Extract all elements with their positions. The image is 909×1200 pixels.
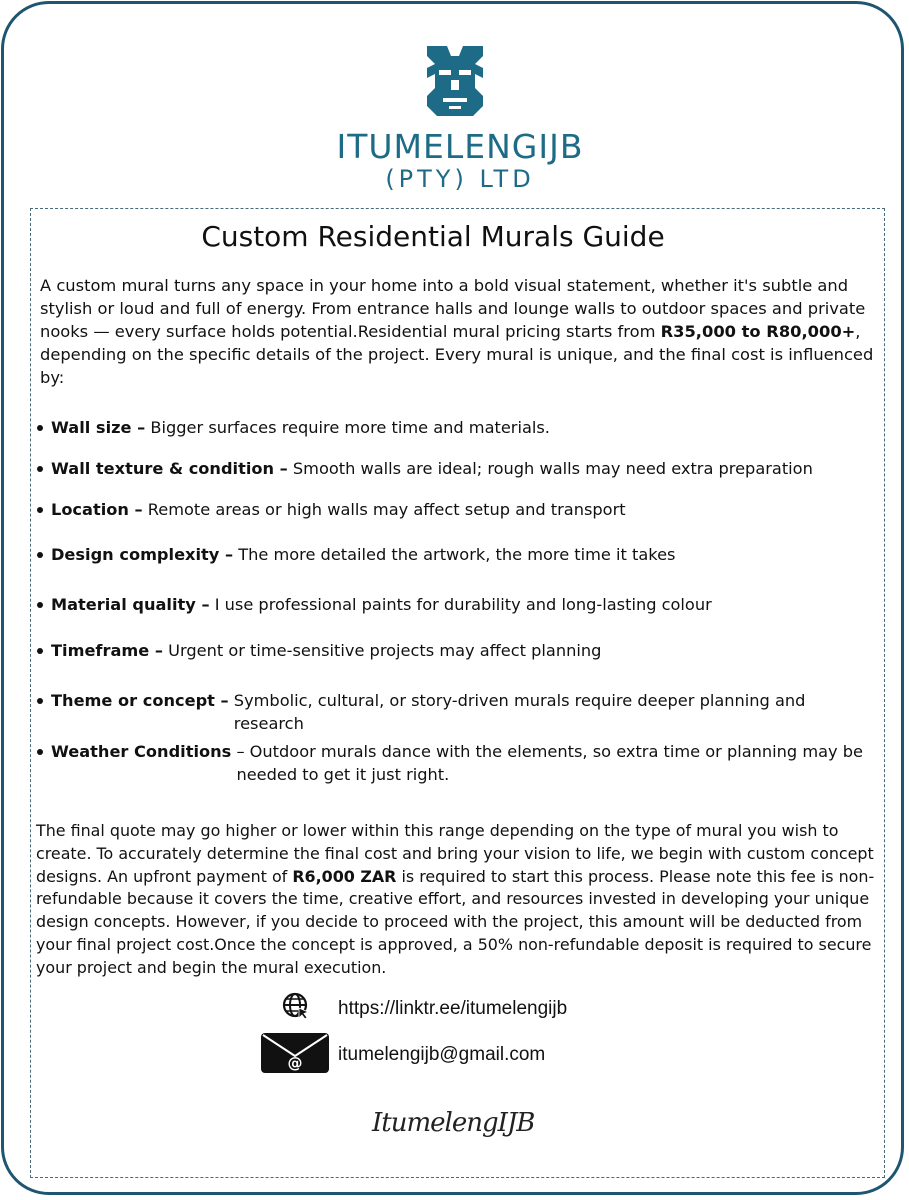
signature: ItumelengIJB: [372, 1108, 535, 1138]
list-item: Theme or concept – Symbolic, cultural, or story-driven murals require deeper planning and research: [36, 689, 886, 735]
email-link[interactable]: itumelengijb@gmail.com: [338, 1044, 546, 1065]
list-item: Wall texture & condition – Smooth walls are ideal; rough walls may need extra preparation: [36, 457, 886, 480]
brand-logo: [300, 128, 620, 192]
list-item: Weather Conditions – Outdoor murals dance with the elements, so extra time or planning may be needed to get it just right.: [36, 740, 886, 786]
list-item: Location – Remote areas or high walls may affect setup and transport: [36, 498, 886, 521]
svg-text:@: @: [287, 1054, 303, 1072]
globe-cursor-icon: [282, 992, 312, 1022]
tribal-mask-icon: [413, 40, 497, 124]
envelope-icon: [260, 1032, 330, 1074]
price-range: R35,000 to R80,000+: [660, 322, 856, 341]
closing-paragraph: The final quote may go higher or lower within this range depending on the type of mural you wish to create. To accurately determine the final cost and bring your vision to life, we begin with custom concept designs. An upfront payment of R6,000 ZAR is required to start this process. Please note this fee is non-refundable because it covers the time, creative effort, and resources invested in developing your unique design concepts. However, if you decide to proceed with the project, this amount will be deducted from your final project cost.Once the concept is approved, a 50% non-refundable deposit is required to secure your project and begin the mural execution.: [36, 821, 875, 977]
list-item: Design complexity – The more detailed the artwork, the more time it takes: [36, 543, 886, 566]
page-title: Custom Residential Murals Guide: [201, 220, 665, 253]
website-contact[interactable]: [260, 988, 680, 1028]
intro-paragraph: A custom mural turns any space in your home into a bold visual statement, whether it's subtle and stylish or loud and full of energy. From entrance halls and lounge walls to outdoor spaces and private nooks — every surface holds potential.Residential mural pricing starts from R35,000 to R80,000+, depending on the specific details of the project. Every mural is unique, and the final cost is influenced by:: [40, 276, 874, 387]
brand-subtitle: (PTY) LTD: [385, 165, 535, 193]
deposit-amount: R6,000 ZAR: [292, 866, 397, 886]
brand-name: ITUMELENGIJB: [336, 127, 584, 166]
list-item: Wall size – Bigger surfaces require more time and materials.: [36, 416, 886, 439]
website-link[interactable]: https://linktr.ee/itumelengijb: [338, 998, 568, 1019]
list-item: Timeframe – Urgent or time-sensitive projects may affect planning: [36, 639, 886, 662]
email-contact[interactable]: [260, 1032, 680, 1072]
list-item: Material quality – I use professional paints for durability and long-lasting colour: [36, 593, 886, 616]
